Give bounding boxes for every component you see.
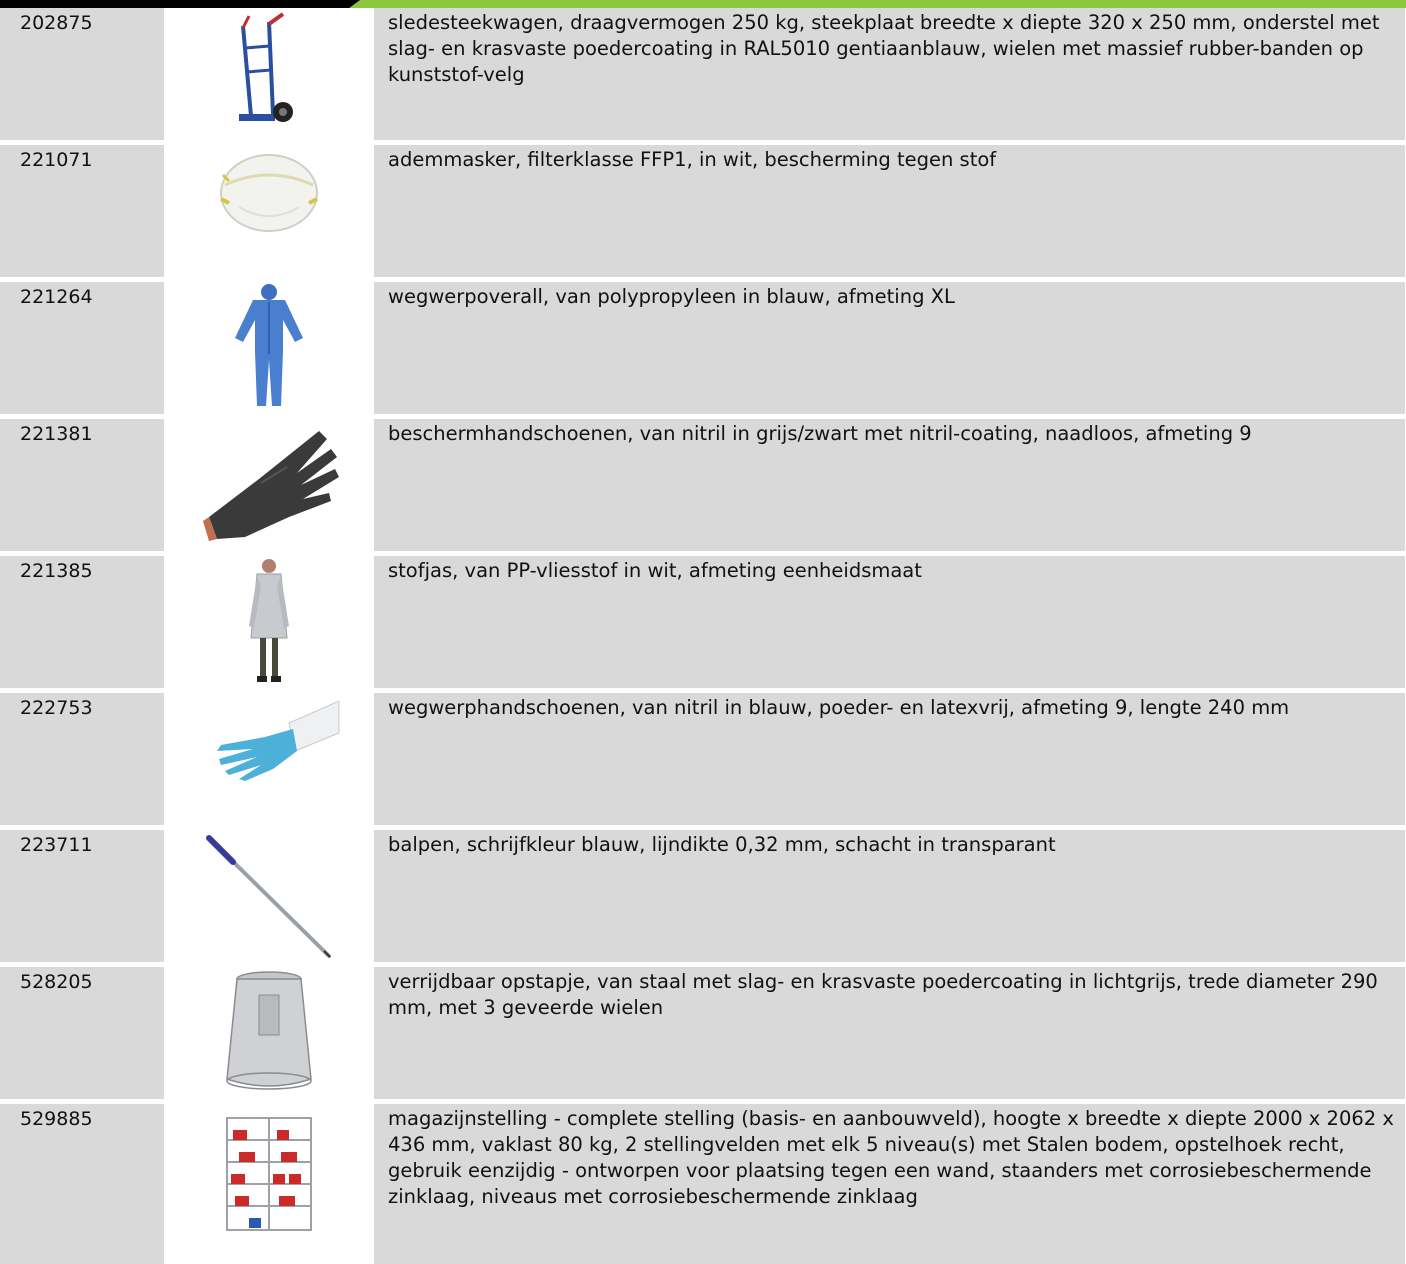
table-row bbox=[0, 967, 1406, 1099]
product-description: balpen, schrijfkleur blauw, lijndikte 0,32 mm, schacht in transparant bbox=[374, 830, 1405, 962]
coverall-icon bbox=[169, 282, 369, 414]
table-row bbox=[0, 556, 1406, 688]
product-description: wegwerphandschoenen, van nitril in blauw, poeder- en latexvrij, afmeting 9, lengte 240 mm bbox=[374, 693, 1405, 825]
table-row bbox=[0, 1104, 1406, 1264]
header-bar-dark bbox=[0, 0, 360, 8]
product-description: beschermhandschoenen, van nitril in grijs/zwart met nitril-coating, naadloos, afmeting 9 bbox=[374, 419, 1405, 551]
product-number: 202875 bbox=[0, 8, 164, 140]
product-number: 221381 bbox=[0, 419, 164, 551]
product-number: 221385 bbox=[0, 556, 164, 688]
product-number: 223711 bbox=[0, 830, 164, 962]
work-glove-icon bbox=[169, 419, 369, 551]
product-description: ademmasker, filterklasse FFP1, in wit, bescherming tegen stof bbox=[374, 145, 1405, 277]
table-row bbox=[0, 419, 1406, 551]
table-row bbox=[0, 282, 1406, 414]
product-table bbox=[0, 8, 1406, 1264]
respirator-mask-icon bbox=[169, 145, 369, 277]
product-number: 221071 bbox=[0, 145, 164, 277]
product-description: verrijdbaar opstapje, van staal met slag- en krasvaste poedercoating in lichtgrijs, trede diameter 290 mm, met 3 geveerde wielen bbox=[374, 967, 1405, 1099]
ballpoint-pen-icon bbox=[169, 830, 369, 962]
product-description: stofjas, van PP-vliesstof in wit, afmeting eenheidsmaat bbox=[374, 556, 1405, 688]
shelving-unit-icon bbox=[169, 1104, 369, 1264]
hand-truck-icon bbox=[169, 8, 369, 140]
product-number: 528205 bbox=[0, 967, 164, 1099]
table-row bbox=[0, 693, 1406, 825]
header-bar bbox=[0, 0, 1406, 8]
product-number: 221264 bbox=[0, 282, 164, 414]
product-description: magazijnstelling - complete stelling (basis- en aanbouwveld), hoogte x breedte x diepte 2000 x 2062 x 436 mm, vaklast 80 kg, 2 stellingvelden met elk 5 niveau(s) met Stalen bodem, opstelhoek recht, gebruik eenzijdig - ontworpen voor plaatsing tegen een wand, staanders met corrosiebeschermende zinklaag, niveaus met corrosiebeschermende zinklaag bbox=[374, 1104, 1405, 1264]
lab-coat-icon bbox=[169, 556, 369, 688]
table-row bbox=[0, 830, 1406, 962]
step-stool-icon bbox=[169, 967, 369, 1099]
product-number: 529885 bbox=[0, 1104, 164, 1264]
product-number: 222753 bbox=[0, 693, 164, 825]
product-description: sledesteekwagen, draagvermogen 250 kg, steekplaat breedte x diepte 320 x 250 mm, onderstel met slag- en krasvaste poedercoating in RAL5010 gentiaanblauw, wielen met massief rubber-banden op kunststof-velg bbox=[374, 8, 1405, 140]
table-row bbox=[0, 8, 1406, 140]
disposable-glove-icon bbox=[169, 693, 369, 825]
product-description: wegwerpoverall, van polypropyleen in blauw, afmeting XL bbox=[374, 282, 1405, 414]
table-row bbox=[0, 145, 1406, 277]
